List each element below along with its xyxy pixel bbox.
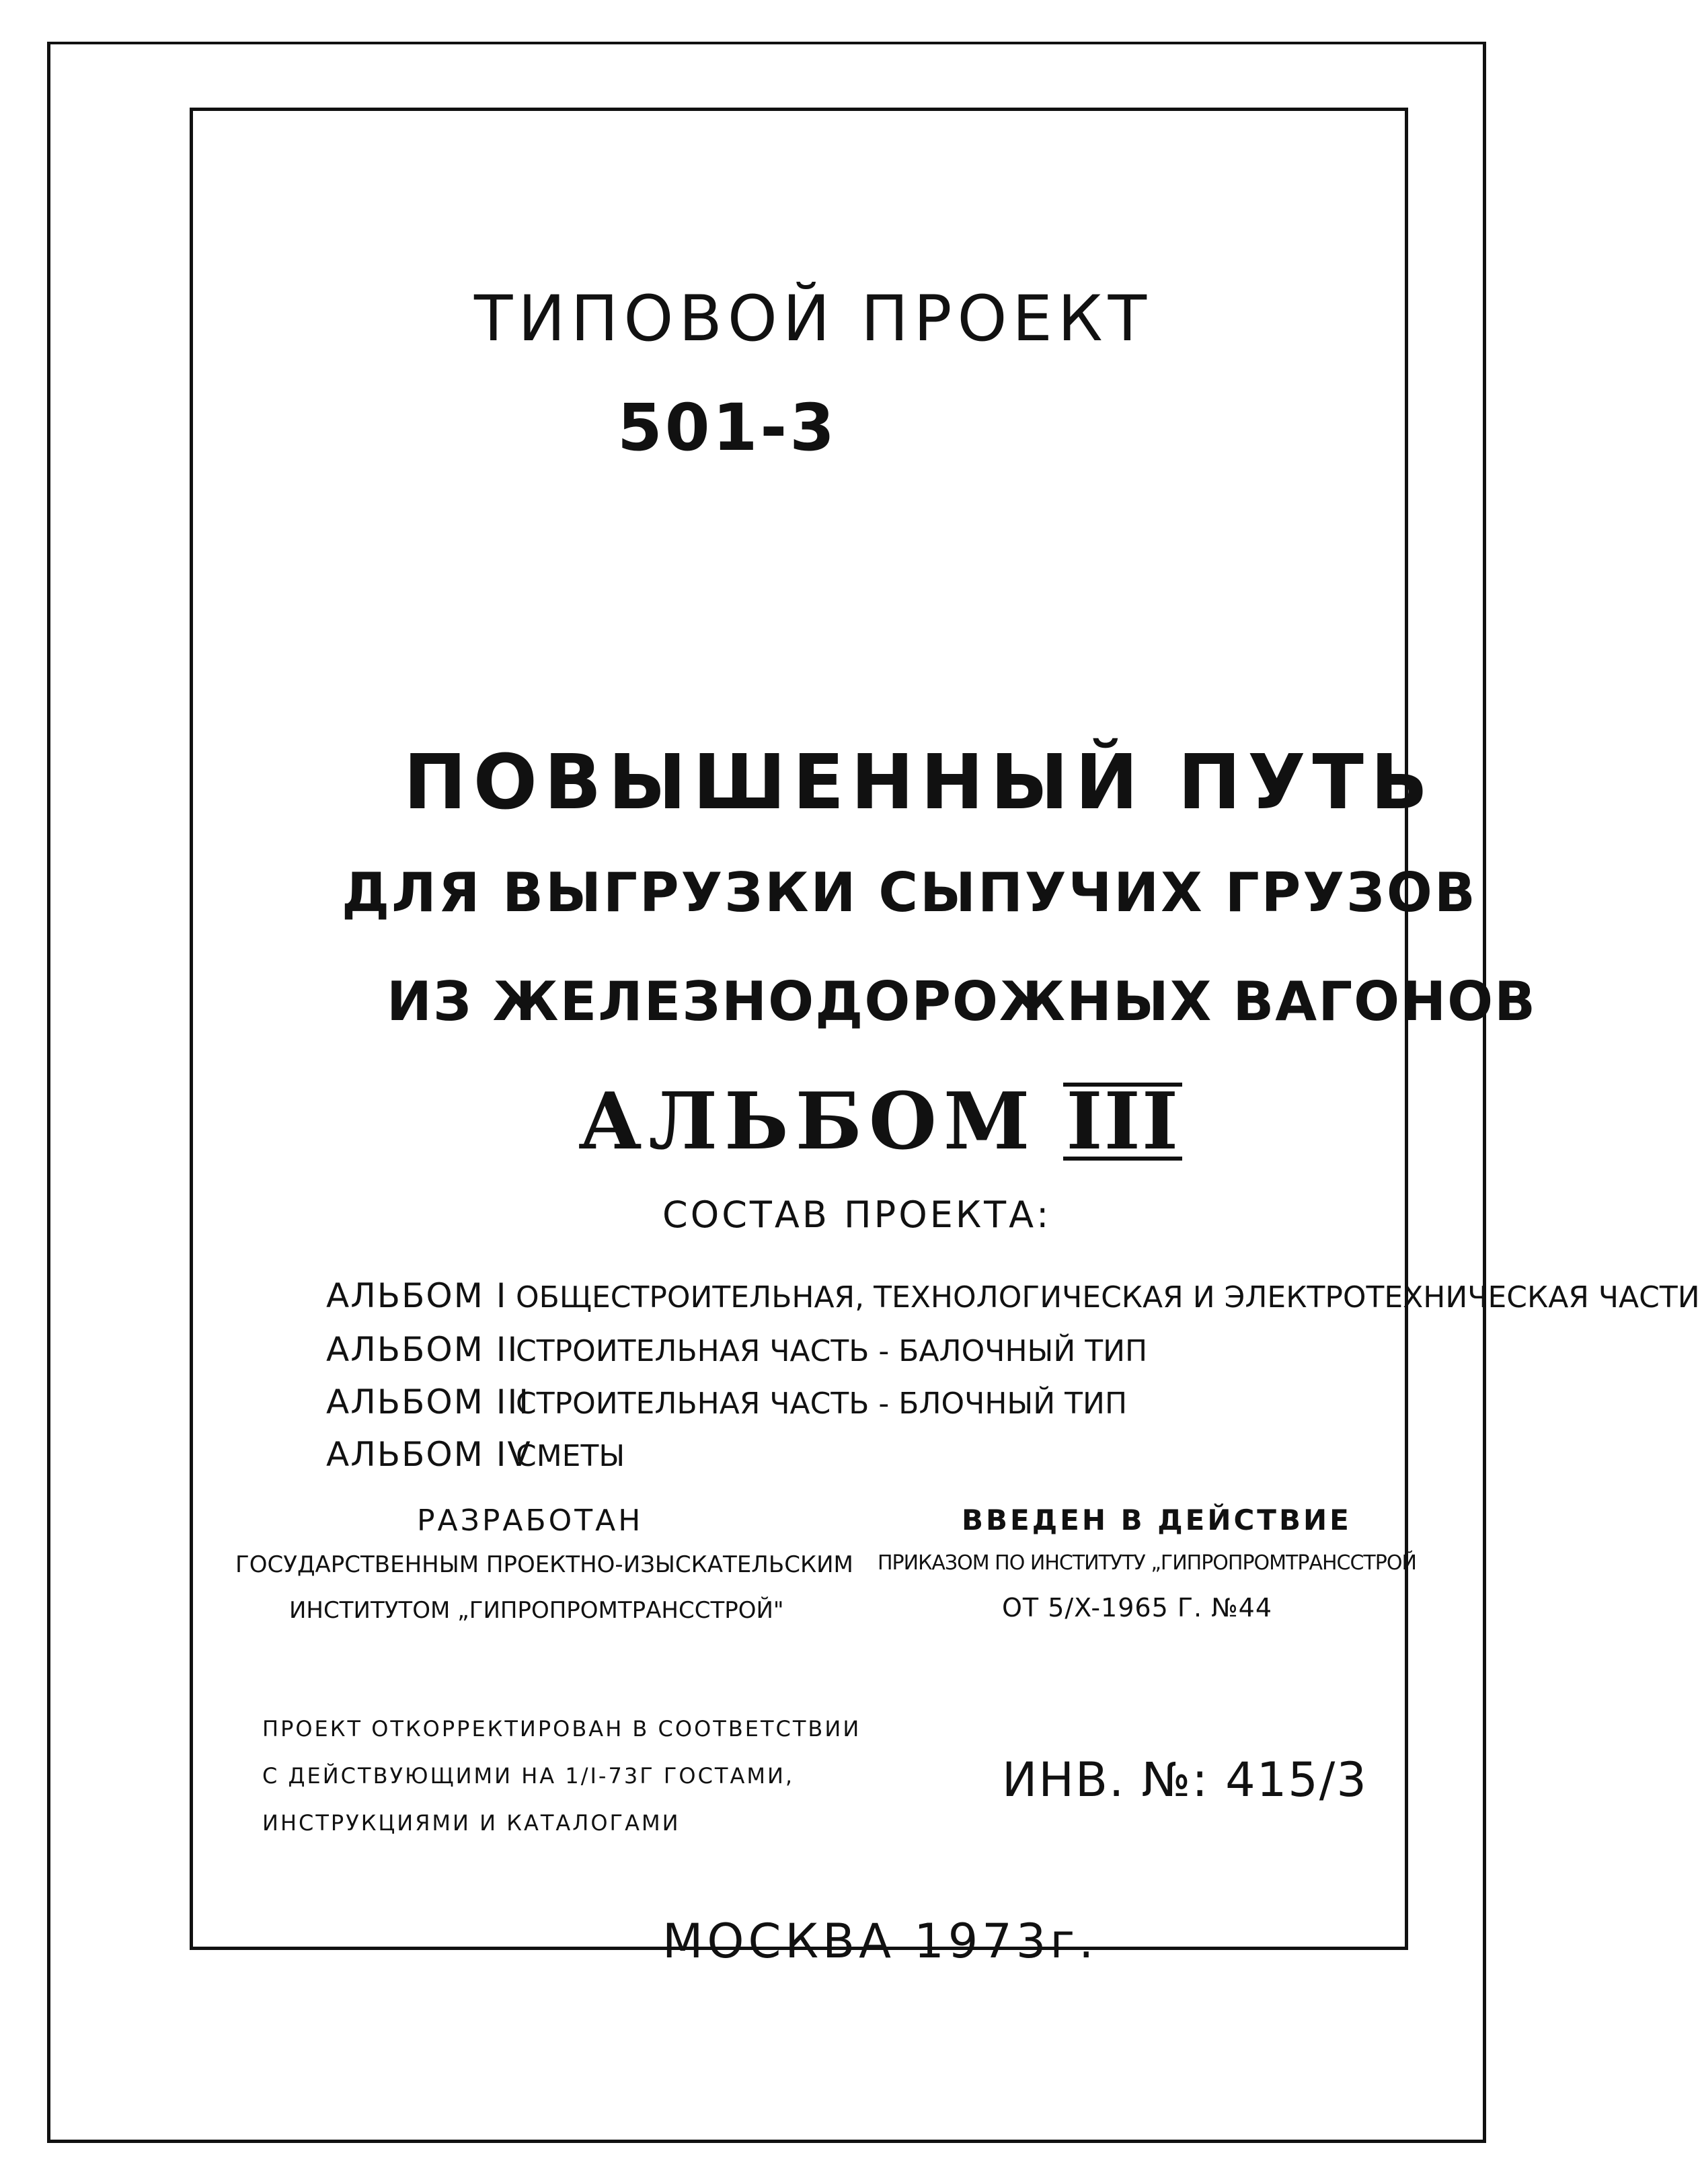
album-list-description: СМЕТЫ bbox=[516, 1439, 625, 1473]
main-title-line-3: ИЗ ЖЕЛЕЗНОДОРОЖНЫХ ВАГОНОВ bbox=[387, 970, 1537, 1033]
album-list-description: СТРОИТЕЛЬНАЯ ЧАСТЬ - БАЛОЧНЫЙ ТИП bbox=[516, 1334, 1148, 1368]
album-list-item bbox=[326, 1435, 625, 1474]
album-list-description: СТРОИТЕЛЬНАЯ ЧАСТЬ - БЛОЧНЫЙ ТИП bbox=[516, 1387, 1128, 1421]
city-year: МОСКВА 1973г. bbox=[662, 1914, 1098, 1969]
album-number: III bbox=[1063, 1083, 1182, 1161]
album-list-item bbox=[326, 1276, 1700, 1315]
project-number: 501-3 bbox=[617, 390, 838, 465]
main-title-line-2: ДЛЯ ВЫГРУЗКИ СЫПУЧИХ ГРУЗОВ bbox=[342, 861, 1477, 924]
main-title-line-1: ПОВЫШЕННЫЙ ПУТЬ bbox=[403, 739, 1435, 826]
album-list-item bbox=[326, 1330, 1148, 1369]
composition-heading: СОСТАВ ПРОЕКТА: bbox=[662, 1194, 1052, 1236]
introduced-line-1: ПРИКАЗОМ ПО ИНСТИТУТУ „ГИПРОПРОМТРАНССТРОЙ bbox=[878, 1551, 1416, 1575]
project-type-title: ТИПОВОЙ ПРОЕКТ bbox=[474, 282, 1152, 356]
album-word: АЛЬБОМ bbox=[578, 1076, 1037, 1167]
correction-line-3: ИНСТРУКЦИЯМИ И КАТАЛОГАМИ bbox=[262, 1810, 681, 1836]
correction-line-2: С ДЕЙСТВУЮЩИМИ НА 1/I-73Г ГОСТАМИ, bbox=[262, 1763, 795, 1789]
developer-heading: РАЗРАБОТАН bbox=[417, 1504, 644, 1538]
introduced-heading: ВВЕДЕН В ДЕЙСТВИЕ bbox=[962, 1504, 1352, 1536]
developer-line-1: ГОСУДАРСТВЕННЫМ ПРОЕКТНО-ИЗЫСКАТЕЛЬСКИМ bbox=[235, 1551, 853, 1578]
album-heading bbox=[578, 1076, 1182, 1167]
album-list-item bbox=[326, 1382, 1128, 1421]
album-list-label: АЛЬБОМ I bbox=[326, 1276, 508, 1315]
correction-line-1: ПРОЕКТ ОТКОРРЕКТИРОВАН В СООТВЕТСТВИИ bbox=[262, 1716, 861, 1742]
inventory-number: ИНВ. №: 415/3 bbox=[1002, 1752, 1368, 1807]
introduced-line-2: ОТ 5/X-1965 Г. №44 bbox=[1002, 1593, 1273, 1623]
album-list-label: АЛЬБОМ II bbox=[326, 1330, 519, 1369]
album-list-label: АЛЬБОМ III bbox=[326, 1382, 531, 1421]
album-list-label: АЛЬБОМ IV bbox=[326, 1435, 532, 1474]
album-list-description: ОБЩЕСТРОИТЕЛЬНАЯ, ТЕХНОЛОГИЧЕСКАЯ И ЭЛЕКТРОТЕХНИЧЕСКАЯ ЧАСТИ bbox=[516, 1280, 1700, 1315]
developer-line-2: ИНСТИТУТОМ „ГИПРОПРОМТРАНССТРОЙ" bbox=[289, 1597, 784, 1624]
